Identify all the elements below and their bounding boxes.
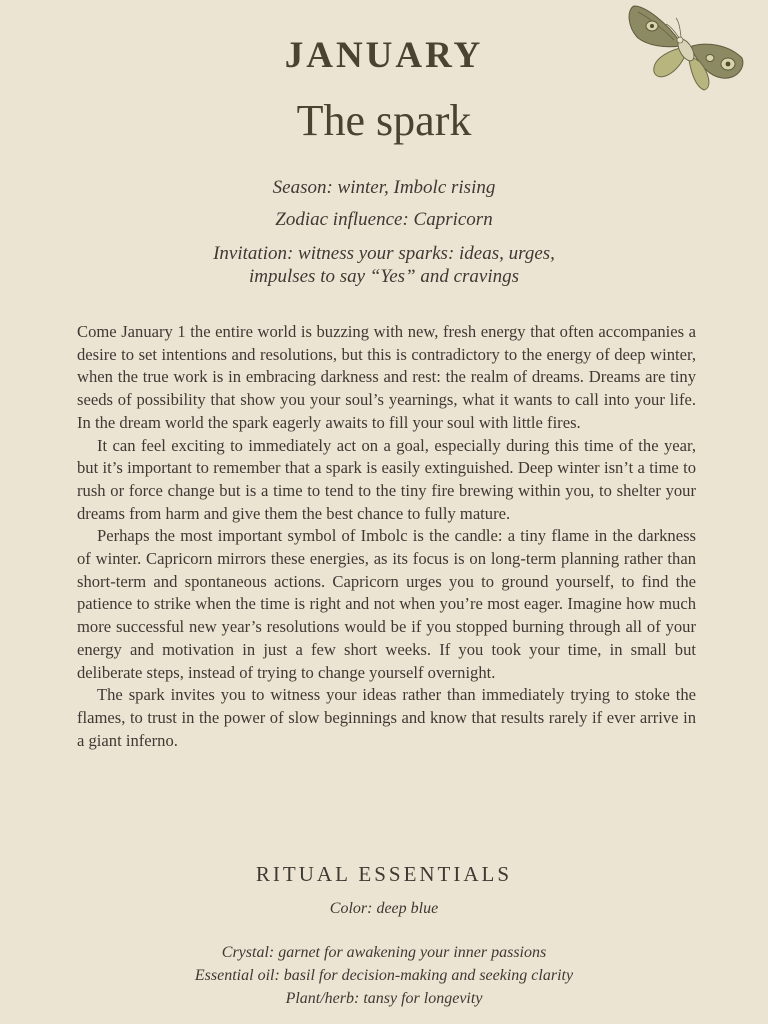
season-line: Season: winter, Imbolc rising <box>272 177 496 198</box>
invitation-line-1: Invitation: witness your sparks: ideas, urges, <box>213 243 555 264</box>
paragraph: The spark invites you to witness your ideas rather than immediately trying to stoke the flames, to trust in the power of slow beginnings and know that results rarely if ever arrive in a giant inferno. <box>77 685 696 750</box>
ritual-plant: Plant/herb: tansy for longevity <box>285 990 483 1007</box>
ritual-color: Color: deep blue <box>329 900 439 917</box>
paragraph: Come January 1 the entire world is buzzing with new, fresh energy that often accompanies a desire to set intentions and resolutions, but this is contradictory to the energy of deep winter, when the true work is in embracing darkness and rest: the realm of dreams. Dreams are tiny seeds of possibility that show you your soul’s yearnings, what it wants to call into your life. In the dream world the spark eagerly awaits to fill your soul with little fires. <box>77 322 696 432</box>
body-text <box>77 321 696 752</box>
invitation-block <box>0 242 768 288</box>
ritual-heading: RITUAL ESSENTIALS <box>255 862 513 886</box>
ritual-oil: Essential oil: basil for decision-making and seeking clarity <box>194 967 574 984</box>
paragraph: Perhaps the most important symbol of Imbolc is the candle: a tiny flame in the darkness of winter. Capricorn mirrors these energies, as its focus is on long-term planning rather than short-term and spontaneous actions. Capricorn urges you to ground yourself, to find the patience to strike when the time is right and not when you’re most eager. Imagine how much more successful new year’s resolutions would be if you stopped burning through all of your energy and motivation in just a few short weeks. If you took your time, in small but deliberate steps, instead of trying to change yourself overnight. <box>77 526 696 682</box>
paragraph: It can feel exciting to immediately act on a goal, especially during this time of the year, but it’s important to remember that a spark is easily extinguished. Deep winter isn’t a time to rush or force change but is a time to tend to the tiny fire brewing within you, to shelter your dreams from harm and give them the best chance to fully mature. <box>77 435 696 523</box>
invitation-line-2: impulses to say “Yes” and cravings <box>248 266 520 287</box>
month-heading: JANUARY <box>284 35 484 76</box>
zodiac-line: Zodiac influence: Capricorn <box>275 209 493 230</box>
chapter-title: The spark <box>296 96 472 145</box>
ritual-crystal: Crystal: garnet for awakening your inner passions <box>221 944 547 961</box>
